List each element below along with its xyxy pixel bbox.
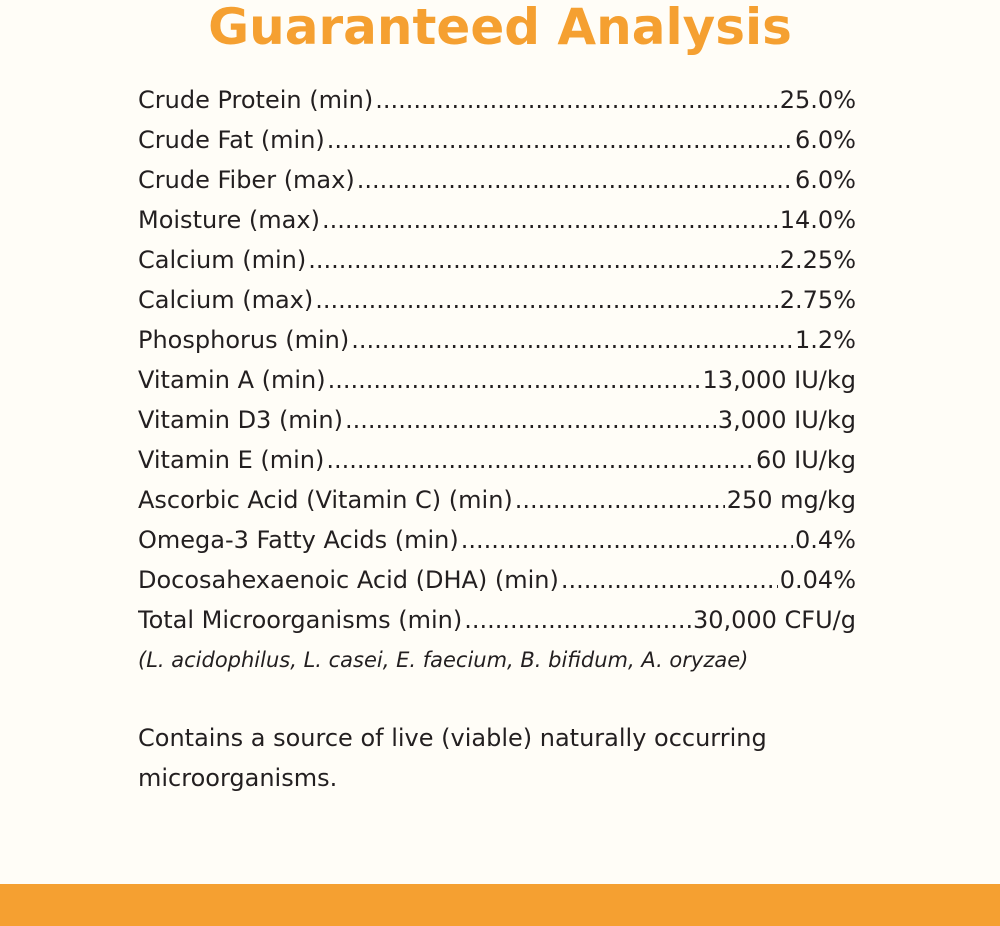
analysis-row bbox=[138, 360, 856, 400]
row-value: 1.2% bbox=[795, 326, 856, 354]
row-label: Crude Fat (min) bbox=[138, 126, 325, 154]
row-value: 3,000 IU/kg bbox=[717, 406, 856, 434]
row-label: Total Microorganisms (min) bbox=[138, 606, 463, 634]
page-title: Guaranteed Analysis bbox=[208, 0, 792, 56]
dot-leader bbox=[322, 200, 778, 240]
dot-leader bbox=[357, 160, 793, 200]
row-label: Crude Fiber (max) bbox=[138, 166, 355, 194]
dot-leader bbox=[351, 320, 793, 360]
dot-leader bbox=[561, 560, 778, 600]
row-value: 250 mg/kg bbox=[726, 486, 856, 514]
row-label: Phosphorus (min) bbox=[138, 326, 350, 354]
dot-leader bbox=[461, 520, 793, 560]
row-value: 2.75% bbox=[779, 286, 856, 314]
dot-leader bbox=[345, 400, 716, 440]
row-label: Vitamin D3 (min) bbox=[138, 406, 343, 434]
row-value: 6.0% bbox=[795, 126, 856, 154]
dot-leader bbox=[326, 440, 754, 480]
analysis-row bbox=[138, 80, 856, 120]
analysis-row bbox=[138, 600, 856, 640]
row-label: Omega-3 Fatty Acids (min) bbox=[138, 526, 459, 554]
row-label: Vitamin E (min) bbox=[138, 446, 325, 474]
analysis-row bbox=[138, 200, 856, 240]
analysis-row bbox=[138, 320, 856, 360]
row-value: 25.0% bbox=[779, 86, 856, 114]
row-value: 30,000 CFU/g bbox=[692, 606, 856, 634]
dot-leader bbox=[515, 480, 725, 520]
analysis-row bbox=[138, 400, 856, 440]
row-value: 0.04% bbox=[779, 566, 856, 594]
analysis-row bbox=[138, 480, 856, 520]
row-value: 60 IU/kg bbox=[755, 446, 856, 474]
dot-leader bbox=[375, 80, 778, 120]
row-value: 2.25% bbox=[779, 246, 856, 274]
dot-leader bbox=[328, 360, 701, 400]
microorganism-species: (L. acidophilus, L. casei, E. faecium, B. bifidum, A. oryzae) bbox=[138, 648, 749, 672]
row-value: 14.0% bbox=[779, 206, 856, 234]
dot-leader bbox=[315, 280, 778, 320]
analysis-row bbox=[138, 160, 856, 200]
analysis-row bbox=[138, 120, 856, 160]
row-value: 0.4% bbox=[795, 526, 856, 554]
row-label: Docosahexaenoic Acid (DHA) (min) bbox=[138, 566, 559, 594]
dot-leader bbox=[327, 120, 793, 160]
analysis-row bbox=[138, 440, 856, 480]
row-label: Vitamin A (min) bbox=[138, 366, 326, 394]
analysis-row bbox=[138, 240, 856, 280]
analysis-table bbox=[138, 80, 856, 680]
analysis-row bbox=[138, 280, 856, 320]
row-label: Moisture (max) bbox=[138, 206, 320, 234]
analysis-row bbox=[138, 520, 856, 560]
row-label: Calcium (min) bbox=[138, 246, 307, 274]
bottom-accent-bar bbox=[0, 884, 1000, 926]
dot-leader bbox=[464, 600, 691, 640]
row-label: Ascorbic Acid (Vitamin C) (min) bbox=[138, 486, 513, 514]
row-label: Crude Protein (min) bbox=[138, 86, 374, 114]
row-label: Calcium (max) bbox=[138, 286, 314, 314]
row-value: 6.0% bbox=[795, 166, 856, 194]
row-value: 13,000 IU/kg bbox=[702, 366, 856, 394]
analysis-row bbox=[138, 560, 856, 600]
dot-leader bbox=[308, 240, 778, 280]
live-microorganisms-note: Contains a source of live (viable) naturally occurring microorganisms. bbox=[138, 724, 767, 792]
